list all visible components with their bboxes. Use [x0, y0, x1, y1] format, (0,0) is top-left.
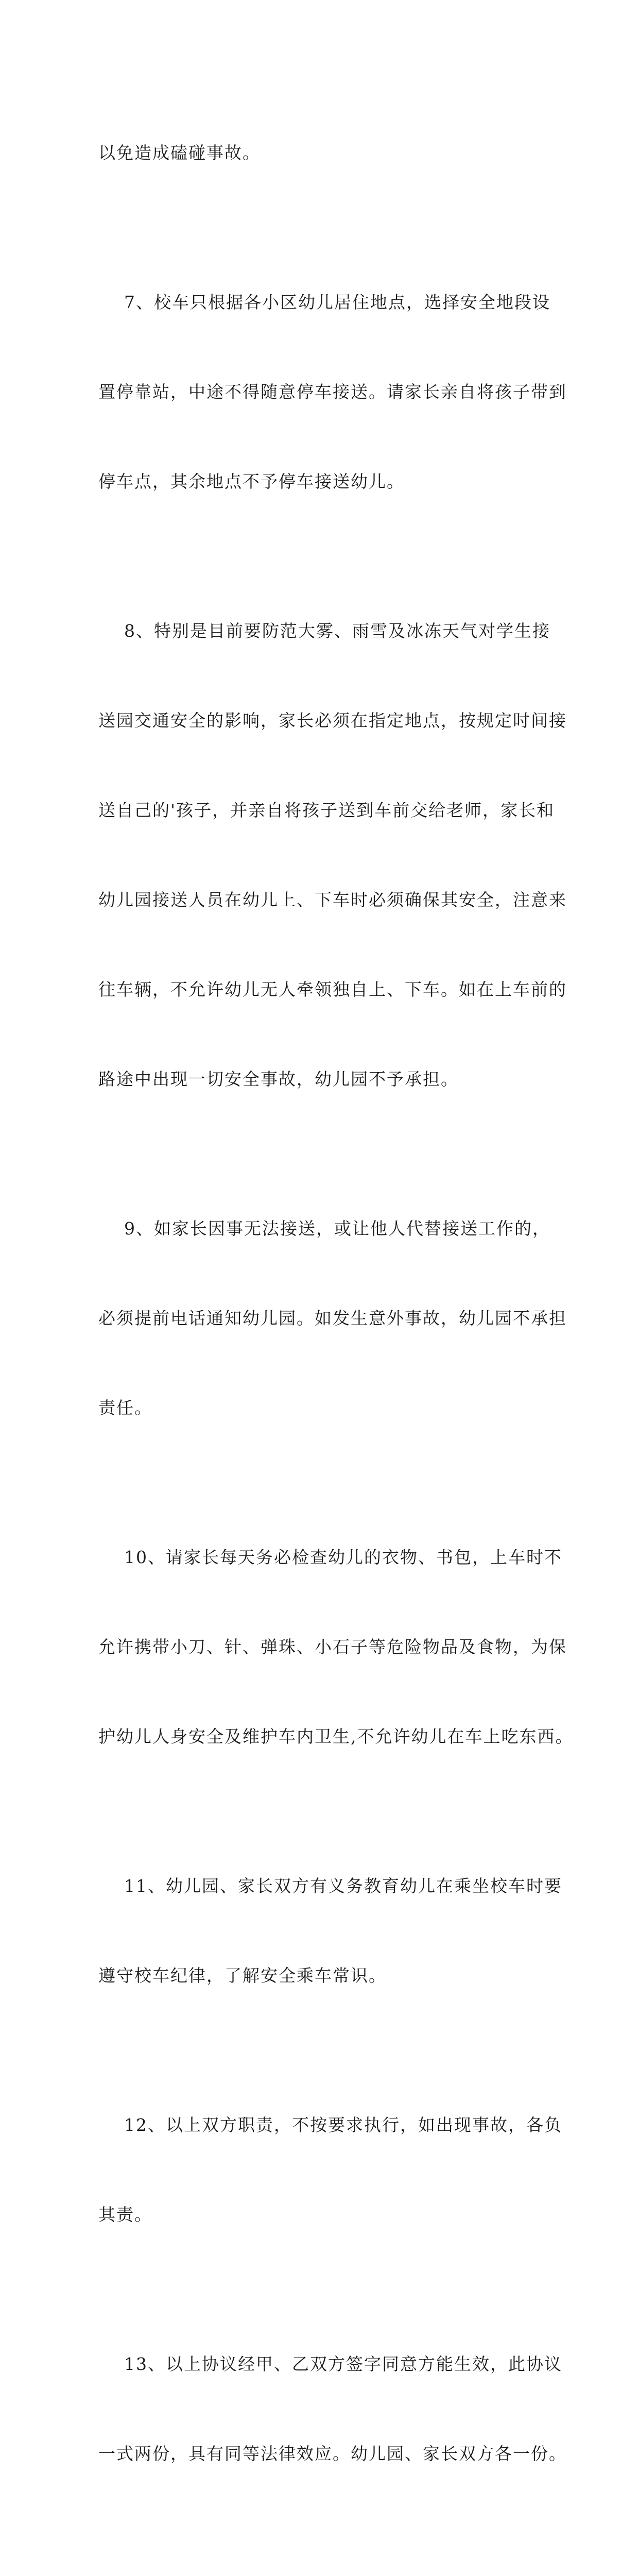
- text-line: 责任。: [98, 1398, 152, 1418]
- text-line: 往车辆，不允许幼儿无人牵领独自上、下车。如在上车前的: [98, 979, 567, 999]
- text-line: 置停靠站，中途不得随意停车接送。请家长亲自将孩子带到: [98, 382, 567, 402]
- text-line: 送园交通安全的影响，家长必须在指定地点，按规定时间接: [98, 710, 567, 731]
- text-line: 送自己的'孩子，并亲自将孩子送到车前交给老师，家长和: [98, 800, 555, 820]
- text-line: 护幼儿人身安全及维护车内卫生,不允许幼儿在车上吃东西。: [98, 1726, 574, 1747]
- text-line: 9、如家长因事无法接送，或让他人代替接送工作的，: [98, 1218, 550, 1239]
- paragraph-item-13: [98, 2290, 567, 2529]
- paragraph-item-8: [98, 556, 567, 1154]
- text-line: 一式两份，具有同等法律效应。幼儿园、家长双方各一份。: [98, 2444, 567, 2464]
- paragraph-item-7: [98, 228, 567, 556]
- text-line: 路途中出现一切安全事故，幼儿园不予承担。: [98, 1069, 459, 1089]
- paragraph-item-11: [98, 1811, 562, 2050]
- text-line: 以免造成磕碰事故。: [98, 143, 261, 163]
- paragraph-item-12: [98, 2050, 562, 2290]
- paragraph-continuation: [98, 78, 541, 228]
- text-line: 10、请家长每天务必检查幼儿的衣物、书包，上车时不: [98, 1547, 562, 1567]
- text-line: 停车点，其余地点不予停车接送幼儿。: [98, 471, 405, 492]
- section-heading: [98, 2529, 541, 2576]
- text-line: 8、特别是目前要防范大雾、雨雪及冰冻天气对学生接: [98, 621, 550, 641]
- text-line: 13、以上协议经甲、乙双方签字同意方能生效，此协议: [98, 2354, 562, 2374]
- paragraph-item-9: [98, 1154, 567, 1483]
- text-line: 7、校车只根据各小区幼儿居住地点，选择安全地段设: [98, 292, 550, 312]
- text-line: 幼儿园接送人员在幼儿上、下车时必须确保其安全，注意来: [98, 890, 567, 910]
- text-line: 其责。: [98, 2205, 152, 2225]
- document-body: [98, 78, 574, 2576]
- text-line: 遵守校车纪律，了解安全乘车常识。: [98, 1965, 387, 1986]
- text-line: 必须提前电话通知幼儿园。如发生意外事故，幼儿园不承担: [98, 1308, 567, 1328]
- paragraph-item-10: [98, 1483, 574, 1811]
- text-line: 11、幼儿园、家长双方有义务教育幼儿在乘坐校车时要: [98, 1876, 562, 1896]
- text-line: 允许携带小刀、针、弹珠、小石子等危险物品及食物，为保: [98, 1637, 567, 1657]
- text-line: 12、以上双方职责，不按要求执行，如出现事故，各负: [98, 2115, 562, 2135]
